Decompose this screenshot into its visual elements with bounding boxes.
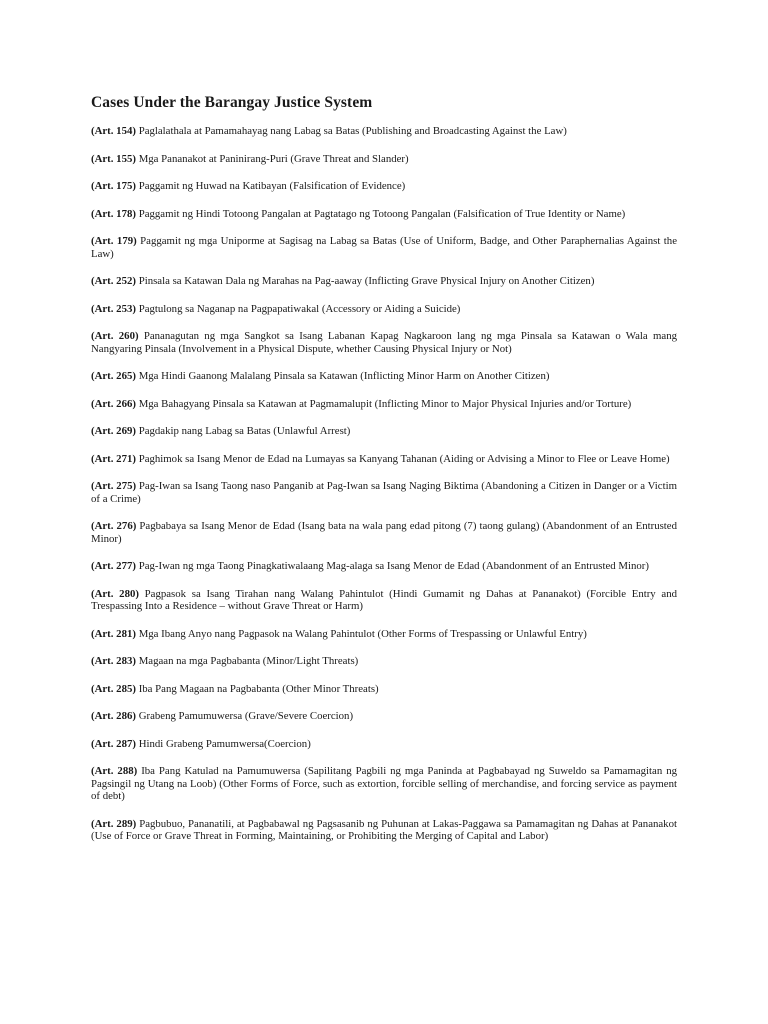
article-entry (91, 303, 677, 316)
article-description: Pagdakip nang Labag sa Batas (Unlawful Arrest) (138, 425, 351, 437)
article-description: Grabeng Pamumuwersa (Grave/Severe Coercion) (138, 710, 354, 722)
article-number: (Art. 288) (91, 765, 138, 777)
article-entry (91, 588, 677, 613)
article-entry (91, 453, 677, 466)
article-description: Pagpasok sa Isang Tirahan nang Walang Pahintulot (Hindi Gumamit ng Dahas at Pananakot) (Forcible Entry and Trespassing Into a Residence – without Grave Threat or Harm) (91, 587, 677, 612)
article-entry (91, 710, 677, 723)
article-number: (Art. 285) (91, 682, 136, 695)
article-description: Paggamit ng Hindi Totoong Pangalan at Pagtatago ng Totoong Pangalan (Falsification of True Identity or Name) (138, 207, 626, 220)
article-description: Paghimok sa Isang Menor de Edad na Lumayas sa Kanyang Tahanan (Aiding or Advising a Minor to Flee or Leave Home) (138, 452, 670, 465)
article-entry (91, 655, 677, 668)
article-entry (91, 125, 677, 138)
article-number: (Art. 154) (91, 125, 136, 137)
article-number: (Art. 286) (91, 710, 136, 722)
article-list (91, 125, 677, 843)
article-entry (91, 818, 677, 843)
article-description: Paggamit ng Huwad na Katibayan (Falsification of Evidence) (138, 180, 406, 192)
article-number: (Art. 277) (91, 560, 136, 572)
article-entry (91, 520, 677, 545)
article-description: Pagbubuo, Pananatili, at Pagbabawal ng Pagsasanib ng Puhunan at Lakas-Paggawa sa Pamamagitan ng Dahas at Pananakot (Use of Force or Grave Threat in Forming, Maintaining, or Prohibiting the Merging of Capital and Labor) (91, 817, 677, 842)
article-number: (Art. 271) (91, 452, 136, 465)
article-entry (91, 738, 677, 751)
article-description: Hindi Grabeng Pamumwersa(Coercion) (138, 737, 311, 750)
article-entry (91, 235, 677, 260)
article-number: (Art. 260) (91, 330, 139, 342)
article-description: Mga Bahagyang Pinsala sa Katawan at Pagmamalupit (Inflicting Minor to Major Physical Injuries and/or Torture) (138, 397, 632, 410)
article-entry (91, 330, 677, 355)
article-entry (91, 208, 677, 221)
article-description: Pinsala sa Katawan Dala ng Marahas na Pag-aaway (Inflicting Grave Physical Injury on Another Citizen) (138, 275, 595, 287)
article-number: (Art. 266) (91, 397, 136, 410)
article-entry (91, 628, 677, 641)
article-description: Mga Ibang Anyo nang Pagpasok na Walang Pahintulot (Other Forms of Trespassing or Unlawful Entry) (138, 627, 587, 640)
article-number: (Art. 178) (91, 207, 136, 220)
article-entry (91, 370, 677, 383)
document-title: Cases Under the Barangay Justice System (91, 94, 373, 111)
article-number: (Art. 289) (91, 817, 137, 830)
article-description: Mga Hindi Gaanong Malalang Pinsala sa Katawan (Inflicting Minor Harm on Another Citizen) (138, 370, 550, 382)
article-number: (Art. 265) (91, 370, 136, 382)
article-entry (91, 480, 677, 505)
article-description: Mga Pananakot at Paninirang-Puri (Grave Threat and Slander) (138, 152, 409, 165)
article-description: Pananagutan ng mga Sangkot sa Isang Labanan Kapag Nagkaroon lang ng mga Pinsala sa Katawan o Wala mang Nangyaring Pinsala (Involvement in a Physical Dispute, whether Causing Physical Injury or Not) (91, 330, 677, 355)
article-description: Paglalathala at Pamamahayag nang Labag sa Batas (Publishing and Broadcasting Against the Law) (138, 125, 567, 137)
article-number: (Art. 252) (91, 275, 136, 287)
article-number: (Art. 275) (91, 480, 137, 492)
article-number: (Art. 287) (91, 737, 136, 750)
article-entry (91, 275, 677, 288)
article-number: (Art. 179) (91, 235, 137, 247)
article-entry (91, 765, 677, 803)
article-description: Pagtulong sa Naganap na Pagpapatiwakal (Accessory or Aiding a Suicide) (138, 302, 461, 315)
article-description: Pagbabaya sa Isang Menor de Edad (Isang bata na wala pang edad pitong (7) taong gulang) (Abandonment of an Entrusted Minor) (91, 520, 677, 545)
article-number: (Art. 280) (91, 587, 139, 600)
article-number: (Art. 253) (91, 302, 136, 315)
article-entry (91, 683, 677, 696)
article-number: (Art. 269) (91, 425, 136, 437)
article-description: Magaan na mga Pagbabanta (Minor/Light Threats) (138, 655, 359, 667)
article-entry (91, 560, 677, 573)
article-number: (Art. 281) (91, 627, 136, 640)
article-entry (91, 425, 677, 438)
article-description: Paggamit ng mga Uniporme at Sagisag na Labag sa Batas (Use of Uniform, Badge, and Other Paraphernalias Against the Law) (91, 235, 678, 260)
article-number: (Art. 155) (91, 152, 136, 165)
article-description: Pag-Iwan ng mga Taong Pinagkatiwalaang Mag-alaga sa Isang Menor de Edad (Abandonment of an Entrusted Minor) (138, 560, 649, 572)
article-number: (Art. 283) (91, 655, 136, 667)
article-entry (91, 180, 677, 193)
document-page (91, 93, 677, 858)
article-number: (Art. 175) (91, 180, 136, 192)
article-description: Pag-Iwan sa Isang Taong naso Panganib at Pag-Iwan sa Isang Naging Biktima (Abandoning a Citizen in Danger or a Victim of a Crime) (91, 480, 677, 505)
article-entry (91, 398, 677, 411)
article-number: (Art. 276) (91, 520, 137, 532)
article-description: Iba Pang Magaan na Pagbabanta (Other Minor Threats) (138, 682, 379, 695)
article-description: Iba Pang Katulad na Pamumuwersa (Sapilitang Pagbili ng mga Paninda at Pagbabayad ng Suweldo sa Pamamagitan ng Pagsingil ng Utang na Loob) (Other Forms of Force, such as extortion, forcible selling of merchandise, and forcing service as payment of debt) (91, 765, 677, 802)
article-entry (91, 153, 677, 166)
